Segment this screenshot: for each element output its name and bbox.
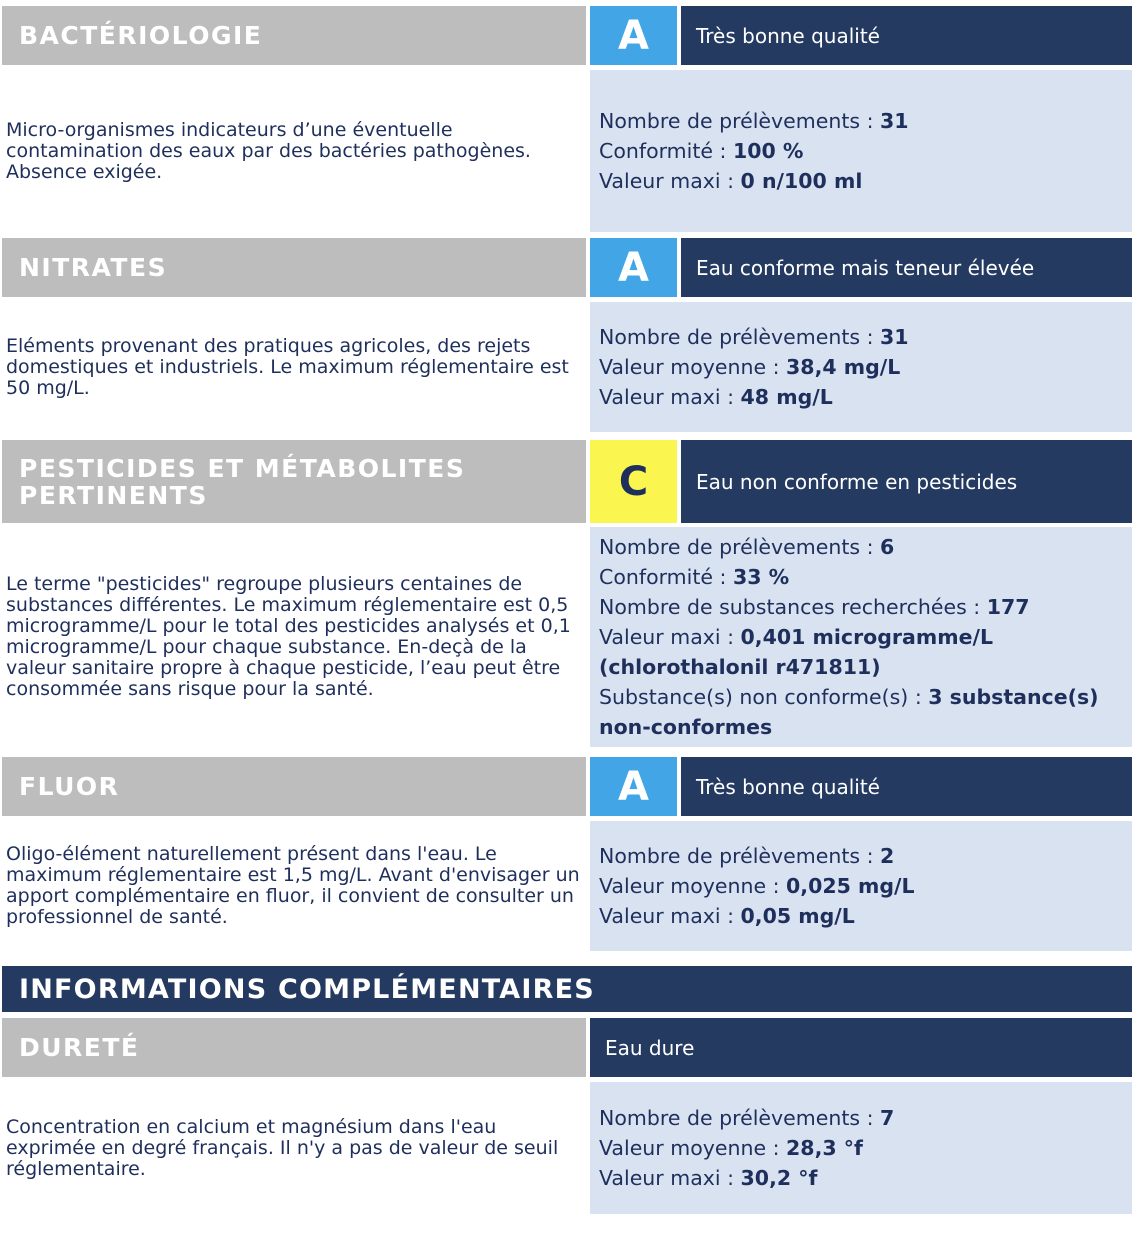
description-fluor: Oligo-élément naturellement présent dans l'eau. Le maximum réglementaire est 1,5 mg/L. Avant d'envisager un apport complémentaire en fluor, il convient de consulter un professionnel de santé. [6, 843, 580, 928]
description-nitrates: Eléments provenant des pratiques agricoles, des rejets domestiques et industriels. Le maximum réglementaire est 50 mg/L. [6, 334, 569, 399]
stat-row: Valeur moyenne : 38,4 mg/L [599, 355, 901, 379]
description-durete: Concentration en calcium et magnésium dans l'eau exprimée en degré français. Il n'y a pas de valeur de seuil réglementaire. [6, 1115, 559, 1180]
stat-row: Nombre de prélèvements : 31 [599, 109, 909, 133]
section-title-bacteriologie: BACTÉRIOLOGIE [2, 6, 586, 65]
stat-row: Valeur maxi : 0,05 mg/L [599, 904, 855, 928]
stat-row: Valeur maxi : 30,2 °f [599, 1166, 818, 1190]
info-section-title: INFORMATIONS COMPLÉMENTAIRES [2, 966, 1132, 1012]
grade-badge-bacteriologie: A [590, 6, 677, 65]
stats-durete [590, 1082, 1132, 1214]
verdict-fluor: Très bonne qualité [681, 757, 1132, 816]
stat-row: Valeur maxi : 48 mg/L [599, 385, 833, 409]
stats-pesticides [590, 527, 1132, 747]
verdict-durete: Eau dure [590, 1018, 1132, 1077]
grade-badge-pesticides: C [590, 440, 677, 523]
stat-row: Valeur moyenne : 0,025 mg/L [599, 874, 915, 898]
stats-bacteriologie [590, 70, 1132, 232]
stat-row: Nombre de substances recherchées : 177 [599, 595, 1030, 619]
stat-row: Valeur moyenne : 28,3 °f [599, 1136, 863, 1160]
stat-row: Valeur maxi : 0,401 microgramme/L (chlorothalonil r471811) [599, 625, 994, 679]
stat-row: Nombre de prélèvements : 6 [599, 535, 895, 559]
verdict-pesticides: Eau non conforme en pesticides [681, 440, 1132, 523]
stat-row: Nombre de prélèvements : 7 [599, 1106, 895, 1130]
grade-badge-nitrates: A [590, 238, 677, 297]
stat-row: Nombre de prélèvements : 2 [599, 844, 895, 868]
grade-badge-fluor: A [590, 757, 677, 816]
description-pesticides: Le terme "pesticides" regroupe plusieurs centaines de substances différentes. Le maximum réglementaire est 0,5 microgramme/L pour le total des pesticides analysés et 0,1 microgramme/L pour chaque substance. En-deçà de la valeur sanitaire propre à chaque pesticide, l’eau peut être consommée sans risque pour la santé. [6, 573, 571, 700]
section-title-durete: DURETÉ [2, 1018, 586, 1077]
stat-row: Nombre de prélèvements : 31 [599, 325, 909, 349]
stat-row: Valeur maxi : 0 n/100 ml [599, 169, 863, 193]
stat-row: Substance(s) non conforme(s) : 3 substance(s) non-conformes [599, 685, 1099, 739]
verdict-bacteriologie: Très bonne qualité [681, 6, 1132, 65]
verdict-nitrates: Eau conforme mais teneur élevée [681, 238, 1132, 297]
stats-fluor [590, 821, 1132, 951]
stat-row: Conformité : 33 % [599, 565, 790, 589]
stats-nitrates [590, 302, 1132, 432]
section-title-nitrates: NITRATES [2, 238, 586, 297]
description-bacteriologie: Micro-organismes indicateurs d’une éventuelle contamination des eaux par des bactéries pathogènes. Absence exigée. [6, 118, 531, 183]
section-title-fluor: FLUOR [2, 757, 586, 816]
section-title-pesticides: PESTICIDES ET MÉTABOLITES PERTINENTS [2, 440, 586, 523]
stat-row: Conformité : 100 % [599, 139, 804, 163]
